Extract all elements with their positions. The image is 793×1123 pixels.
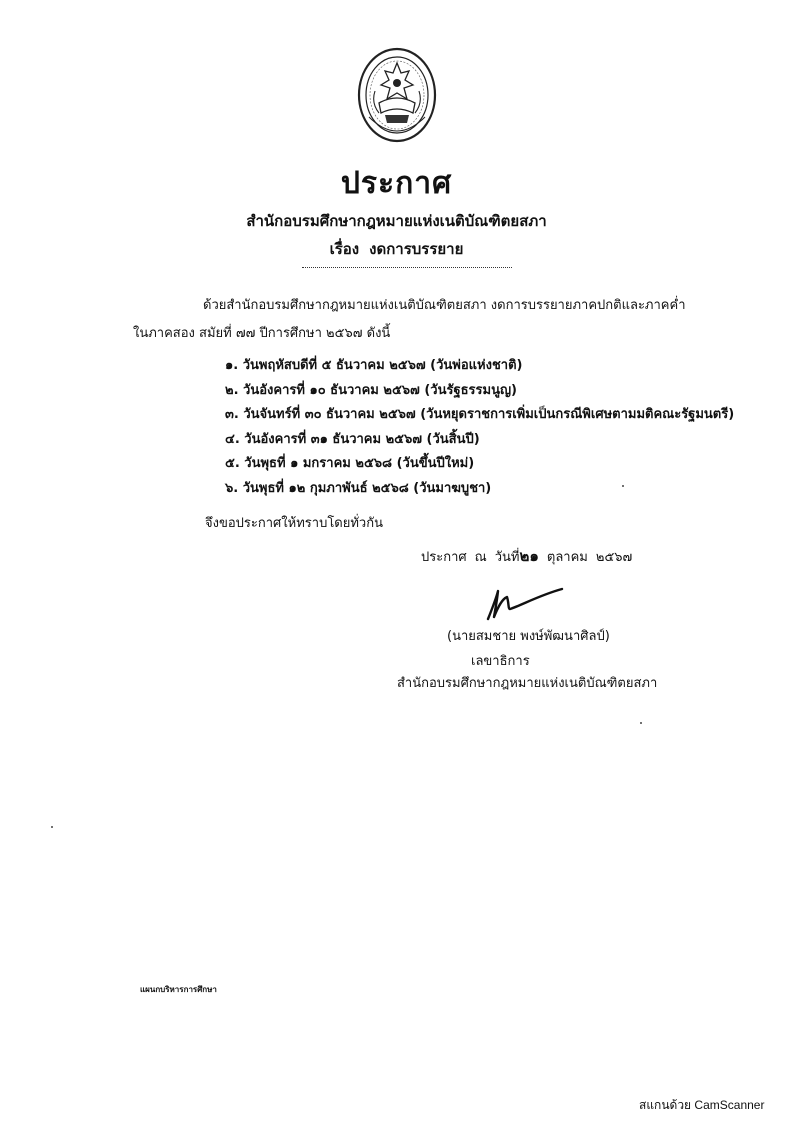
announcement-date xyxy=(421,544,632,568)
intro-line-2: ในภาคสอง สมัยที่ ๗๗ ปีการศึกษา ๒๕๖๗ ดังนี้ xyxy=(133,326,391,341)
department-footer: แผนกบริหารการศึกษา xyxy=(140,985,217,994)
scan-speck xyxy=(640,722,642,724)
emblem-seal-icon xyxy=(357,47,437,143)
list-item: ๓. วันจันทร์ที่ ๓๐ ธันวาคม ๒๕๖๗ (วันหยุดราชการเพิ่มเป็นกรณีพิเศษตามมติคณะรัฐมนตรี) xyxy=(225,407,735,422)
scanner-watermark: สแกนด้วย CamScanner xyxy=(639,1098,765,1112)
list-item: ๑. วันพฤหัสบดีที่ ๕ ธันวาคม ๒๕๖๗ (วันพ่อแห่งชาติ) xyxy=(225,358,523,373)
holiday-list xyxy=(225,354,734,501)
handwritten-signature xyxy=(482,583,564,623)
subject-text: งดการบรรยาย xyxy=(369,240,464,258)
date-day: ๒๑ xyxy=(519,547,539,565)
closing-statement: จึงขอประกาศให้ทราบโดยทั่วกัน xyxy=(205,516,383,531)
signatory-name: (นายสมชาย พงษ์พัฒนาศิลป์) xyxy=(447,629,610,644)
divider xyxy=(302,267,512,268)
signatory-organization: สำนักอบรมศึกษากฎหมายแห่งเนติบัณฑิตยสภา xyxy=(397,676,658,691)
date-at: ณ xyxy=(474,550,487,565)
date-month: ตุลาคม xyxy=(546,550,588,565)
date-prefix: ประกาศ xyxy=(421,550,467,565)
list-item: ๒. วันอังคารที่ ๑๐ ธันวาคม ๒๕๖๗ (วันรัฐธรรมนูญ) xyxy=(225,382,517,398)
intro-line-1: ด้วยสำนักอบรมศึกษากฎหมายแห่งเนติบัณฑิตยสภา งดการบรรยายภาคปกติและภาคค่ำ xyxy=(203,298,686,313)
list-item: ๖. วันพุธที่ ๑๒ กุมภาพันธ์ ๒๕๖๘ (วันมาฆบูชา) xyxy=(225,480,492,496)
list-item: ๔. วันอังคารที่ ๓๑ ธันวาคม ๒๕๖๗ (วันสิ้นปี) xyxy=(225,431,480,447)
scan-speck xyxy=(622,485,624,487)
date-year: ๒๕๖๗ xyxy=(595,550,633,565)
subject-line xyxy=(0,237,793,261)
scan-speck xyxy=(51,826,53,828)
date-day-label: วันที่ xyxy=(494,550,520,565)
signatory-position: เลขาธิการ xyxy=(471,654,530,669)
announcement-title: ประกาศ xyxy=(340,166,453,201)
subject-label: เรื่อง xyxy=(329,240,360,258)
issuing-organization: สำนักอบรมศึกษากฎหมายแห่งเนติบัณฑิตยสภา xyxy=(246,212,547,230)
list-item: ๕. วันพุธที่ ๑ มกราคม ๒๕๖๘ (วันขึ้นปีใหม่) xyxy=(225,456,475,471)
